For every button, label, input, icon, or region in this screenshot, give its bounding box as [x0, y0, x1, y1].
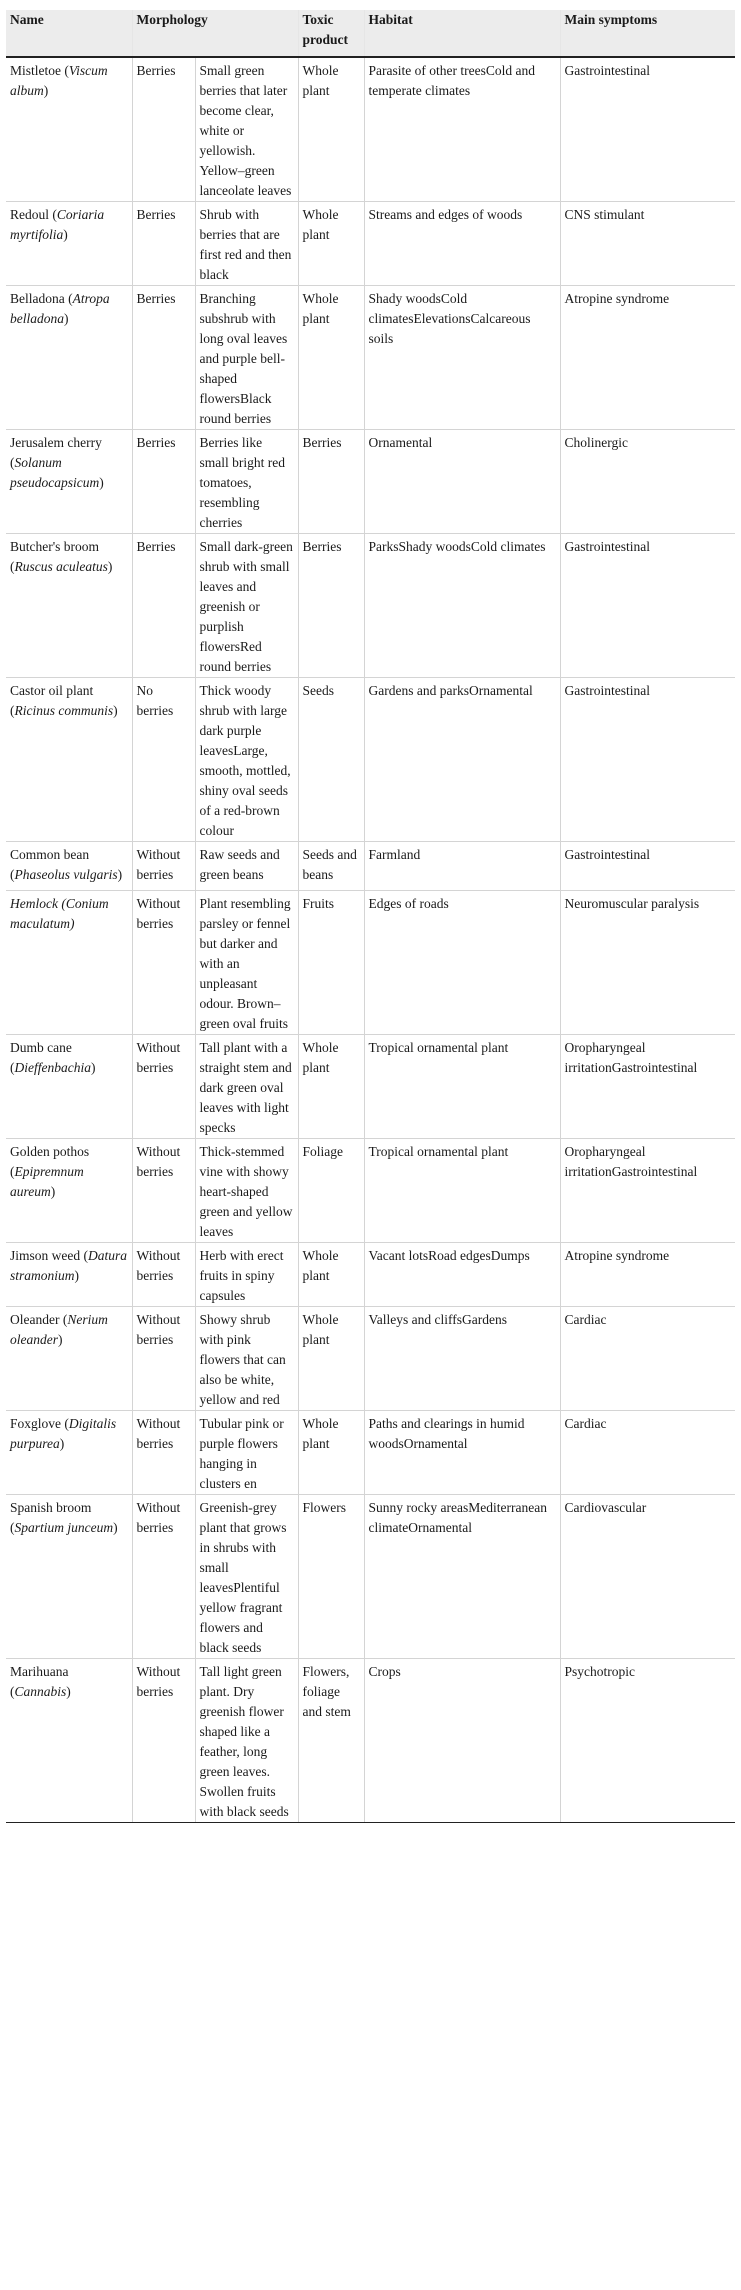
cell-toxic-product: Whole plant	[298, 202, 364, 286]
common-name: Marihuana (	[10, 1664, 69, 1699]
cell-main-symptoms: Oropharyngeal irritationGastrointestinal	[560, 1035, 735, 1139]
name-closing-paren: )	[63, 227, 68, 242]
cell-morphology: No berries	[132, 678, 195, 842]
table-header	[6, 10, 735, 57]
toxic-plants-table	[6, 10, 735, 1823]
common-name: Belladona (	[10, 291, 73, 306]
cell-toxic-product: Fruits	[298, 891, 364, 1035]
name-closing-paren: )	[59, 1436, 65, 1451]
cell-main-symptoms: CNS stimulant	[560, 202, 735, 286]
scientific-name: Digitalis purpurea	[10, 1416, 117, 1451]
scientific-name: Datura stramonium	[10, 1248, 128, 1283]
cell-description: Berries like small bright red tomatoes, resembling cherries	[195, 430, 298, 534]
common-name: Mistletoe (	[10, 63, 69, 78]
header-habitat: Habitat	[364, 10, 560, 57]
cell-description: Greenish-grey plant that grows in shrubs with small leavesPlentiful yellow fragrant flowers and black seeds	[195, 1495, 298, 1659]
scientific-name: Solanum pseudocapsicum	[10, 455, 100, 490]
cell-habitat: Vacant lotsRoad edgesDumps	[364, 1243, 560, 1307]
cell-main-symptoms: Psychotropic	[560, 1659, 735, 1823]
cell-habitat: Edges of roads	[364, 891, 560, 1035]
cell-plant-name	[6, 1411, 132, 1495]
cell-toxic-product: Whole plant	[298, 1307, 364, 1411]
cell-description: Tubular pink or purple flowers hanging in clusters en	[195, 1411, 298, 1495]
table-row	[6, 1243, 735, 1307]
cell-habitat: Crops	[364, 1659, 560, 1823]
cell-main-symptoms: Cholinergic	[560, 430, 735, 534]
cell-habitat: Parasite of other treesCold and temperate climates	[364, 57, 560, 202]
header-row	[6, 10, 735, 57]
cell-description: Herb with erect fruits in spiny capsules	[195, 1243, 298, 1307]
table-row	[6, 430, 735, 534]
name-closing-paren: )	[107, 559, 113, 574]
cell-habitat: Farmland	[364, 842, 560, 891]
cell-main-symptoms: Cardiac	[560, 1411, 735, 1495]
cell-morphology: Without berries	[132, 1659, 195, 1823]
cell-toxic-product: Whole plant	[298, 1411, 364, 1495]
cell-habitat: Streams and edges of woods	[364, 202, 560, 286]
common-name: Redoul (	[10, 207, 57, 222]
common-name: Oleander (	[10, 1312, 68, 1327]
cell-toxic-product: Berries	[298, 430, 364, 534]
header-morphology: Morphology	[132, 10, 298, 57]
header-name: Name	[6, 10, 132, 57]
cell-plant-name	[6, 1659, 132, 1823]
cell-habitat: Valleys and cliffsGardens	[364, 1307, 560, 1411]
cell-morphology: Berries	[132, 534, 195, 678]
table-row	[6, 202, 735, 286]
cell-main-symptoms: Gastrointestinal	[560, 57, 735, 202]
cell-morphology: Berries	[132, 57, 195, 202]
cell-toxic-product: Whole plant	[298, 57, 364, 202]
name-closing-paren: )	[58, 1332, 63, 1347]
cell-description: Small dark-green shrub with small leaves and greenish or purplish flowersRed round berries	[195, 534, 298, 678]
cell-plant-name	[6, 1139, 132, 1243]
cell-toxic-product: Berries	[298, 534, 364, 678]
common-name: Castor oil plant (	[10, 683, 94, 718]
plant-table-container	[6, 10, 735, 1823]
cell-description: Shrub with berries that are first red and then black	[195, 202, 298, 286]
scientific-name: Spartium junceum	[14, 1520, 114, 1535]
scientific-name: Hemlock (Conium maculatum)	[10, 896, 109, 931]
name-closing-paren: )	[117, 867, 123, 882]
cell-morphology: Without berries	[132, 1307, 195, 1411]
cell-toxic-product: Flowers	[298, 1495, 364, 1659]
table-row	[6, 678, 735, 842]
common-name: Dumb cane (	[10, 1040, 72, 1075]
cell-plant-name	[6, 1495, 132, 1659]
name-closing-paren: )	[113, 1520, 118, 1535]
cell-morphology: Without berries	[132, 1411, 195, 1495]
cell-morphology: Without berries	[132, 1495, 195, 1659]
cell-main-symptoms: Atropine syndrome	[560, 286, 735, 430]
cell-habitat: Paths and clearings in humid woodsOrnamental	[364, 1411, 560, 1495]
scientific-name: Dieffenbachia	[14, 1060, 91, 1075]
cell-habitat: ParksShady woodsCold climates	[364, 534, 560, 678]
name-closing-paren: )	[99, 475, 104, 490]
scientific-name: Coriaria myrtifolia	[10, 207, 105, 242]
cell-description: Branching subshrub with long oval leaves and purple bell-shaped flowersBlack round berries	[195, 286, 298, 430]
cell-plant-name	[6, 286, 132, 430]
scientific-name: Cannabis	[14, 1684, 67, 1699]
cell-description: Small green berries that later become clear, white or yellowish. Yellow–green lanceolate leaves	[195, 57, 298, 202]
cell-main-symptoms: Gastrointestinal	[560, 534, 735, 678]
cell-description: Thick-stemmed vine with showy heart-shaped green and yellow leaves	[195, 1139, 298, 1243]
cell-main-symptoms: Gastrointestinal	[560, 678, 735, 842]
cell-plant-name	[6, 202, 132, 286]
cell-main-symptoms: Neuromuscular paralysis	[560, 891, 735, 1035]
cell-toxic-product: Foliage	[298, 1139, 364, 1243]
name-closing-paren: )	[90, 1060, 96, 1075]
cell-description: Plant resembling parsley or fennel but darker and with an unpleasant odour. Brown–green oval fruits	[195, 891, 298, 1035]
scientific-name: Viscum album	[10, 63, 108, 98]
common-name: Jimson weed (	[10, 1248, 88, 1263]
cell-toxic-product: Whole plant	[298, 1243, 364, 1307]
table-row	[6, 1411, 735, 1495]
cell-plant-name	[6, 842, 132, 891]
cell-plant-name	[6, 678, 132, 842]
scientific-name: Atropa belladona	[10, 291, 110, 326]
table-row	[6, 1035, 735, 1139]
cell-habitat: Shady woodsCold climatesElevationsCalcareous soils	[364, 286, 560, 430]
cell-morphology: Berries	[132, 202, 195, 286]
cell-plant-name	[6, 891, 132, 1035]
cell-morphology: Without berries	[132, 842, 195, 891]
cell-description: Tall light green plant. Dry greenish flower shaped like a feather, long green leaves. Swollen fruits with black seeds	[195, 1659, 298, 1823]
table-row	[6, 842, 735, 891]
table-row	[6, 286, 735, 430]
cell-main-symptoms: Gastrointestinal	[560, 842, 735, 891]
header-toxic-product: Toxic product	[298, 10, 364, 57]
cell-main-symptoms: Atropine syndrome	[560, 1243, 735, 1307]
name-closing-paren: )	[64, 311, 69, 326]
scientific-name: Ricinus communis	[14, 703, 114, 718]
common-name: Butcher's broom (	[10, 539, 100, 574]
cell-toxic-product: Flowers, foliage and stem	[298, 1659, 364, 1823]
common-name: Golden pothos (	[10, 1144, 90, 1179]
cell-main-symptoms: Cardiac	[560, 1307, 735, 1411]
cell-morphology: Berries	[132, 286, 195, 430]
cell-main-symptoms: Oropharyngeal irritationGastrointestinal	[560, 1139, 735, 1243]
header-main-symptoms: Main symptoms	[560, 10, 735, 57]
cell-morphology: Without berries	[132, 891, 195, 1035]
cell-morphology: Berries	[132, 430, 195, 534]
table-row	[6, 1307, 735, 1411]
table-row	[6, 57, 735, 202]
scientific-name: Phaseolus vulgaris	[14, 867, 118, 882]
name-closing-paren: )	[74, 1268, 80, 1283]
table-body	[6, 57, 735, 1823]
name-closing-paren: )	[43, 83, 49, 98]
name-closing-paren: )	[113, 703, 118, 718]
scientific-name: Ruscus aculeatus	[14, 559, 108, 574]
cell-main-symptoms: Cardiovascular	[560, 1495, 735, 1659]
cell-toxic-product: Seeds	[298, 678, 364, 842]
cell-habitat: Tropical ornamental plant	[364, 1139, 560, 1243]
common-name: Common bean (	[10, 847, 90, 882]
cell-plant-name	[6, 57, 132, 202]
common-name: Jerusalem cherry (	[10, 435, 102, 470]
name-closing-paren: )	[66, 1684, 71, 1699]
cell-description: Tall plant with a straight stem and dark green oval leaves with light specks	[195, 1035, 298, 1139]
scientific-name: Nerium oleander	[10, 1312, 108, 1347]
cell-description: Raw seeds and green beans	[195, 842, 298, 891]
cell-toxic-product: Whole plant	[298, 286, 364, 430]
cell-plant-name	[6, 1035, 132, 1139]
cell-habitat: Ornamental	[364, 430, 560, 534]
cell-toxic-product: Seeds and beans	[298, 842, 364, 891]
name-closing-paren: )	[50, 1184, 56, 1199]
table-row	[6, 1495, 735, 1659]
cell-habitat: Sunny rocky areasMediterranean climateOrnamental	[364, 1495, 560, 1659]
cell-plant-name	[6, 534, 132, 678]
cell-habitat: Tropical ornamental plant	[364, 1035, 560, 1139]
cell-morphology: Without berries	[132, 1035, 195, 1139]
cell-plant-name	[6, 1307, 132, 1411]
table-row	[6, 891, 735, 1035]
cell-toxic-product: Whole plant	[298, 1035, 364, 1139]
common-name: Foxglove (	[10, 1416, 69, 1431]
common-name: Spanish broom (	[10, 1500, 92, 1535]
table-row	[6, 1659, 735, 1823]
cell-morphology: Without berries	[132, 1139, 195, 1243]
cell-morphology: Without berries	[132, 1243, 195, 1307]
cell-description: Showy shrub with pink flowers that can also be white, yellow and red	[195, 1307, 298, 1411]
cell-plant-name	[6, 1243, 132, 1307]
table-row	[6, 534, 735, 678]
scientific-name: Epipremnum aureum	[10, 1164, 84, 1199]
cell-habitat: Gardens and parksOrnamental	[364, 678, 560, 842]
cell-description: Thick woody shrub with large dark purple leavesLarge, smooth, mottled, shiny oval seeds of a red-brown colour	[195, 678, 298, 842]
table-row	[6, 1139, 735, 1243]
cell-plant-name	[6, 430, 132, 534]
